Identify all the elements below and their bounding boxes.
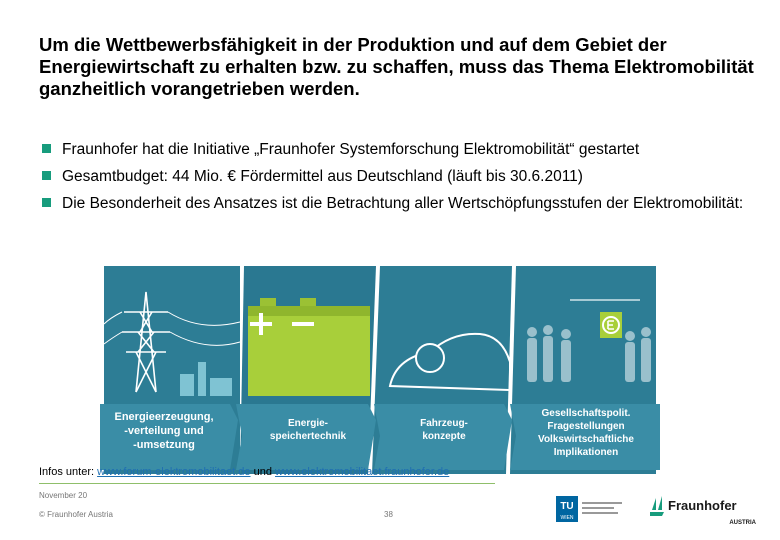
page-number: 38 [384,510,393,519]
info-middle: und [250,466,276,478]
stage-label-line: Volkswirtschaftliche [538,434,634,445]
stage-label-line: Energie- [287,418,329,429]
bullet-square-icon [42,198,51,207]
bullet-list [42,140,762,221]
bullet-item [42,167,762,186]
stage-label-line: konzepte [422,431,466,442]
bullet-square-icon [42,144,51,153]
value-chain-graphic [100,262,660,474]
fraunhofer-link[interactable]: www.elektromobilitaet.fraunhofer.de [275,466,450,478]
fraunhofer-logo [650,494,760,530]
footer-divider [39,483,495,484]
tu-wien-logo [556,494,636,524]
stage-label-line: -verteilung und [124,425,204,437]
stage-label-line: speichertechnik [269,431,347,442]
slide-title: Um die Wettbewerbsfähigkeit in der Produktion und auf dem Gebiet der Energiewirtschaft zu erhalten bzw. zu schaffen, muss das Thema Elektromobilität ganzheitlich vorangetrieben werden. [39,34,754,99]
stage-label-line: Fragestellungen [547,421,625,432]
stage-label-line: Fahrzeug- [420,418,468,429]
info-prefix: Infos unter: [39,466,98,478]
tu-logo-sub: WIEN [560,515,574,521]
bullet-text: Gesamtbudget: 44 Mio. € Fördermittel aus Deutschland (läuft bis 30.6.2011) [62,168,583,185]
bullet-text: Die Besonderheit des Ansatzes ist die Betrachtung aller Wertschöpfungsstufen der Elektromobilität: [62,195,744,212]
footer-date: November 20 [39,491,88,500]
footer-copyright: © Fraunhofer Austria [39,510,113,519]
stage-label-line: -umsetzung [133,439,195,451]
info-links [39,466,449,478]
forum-link[interactable]: www.forum-elektromobilitaet.de [97,466,251,478]
car-wheel-icon [416,344,444,372]
stage-label-line: Implikationen [553,447,619,458]
fraunhofer-logo-text: Fraunhofer [668,498,737,513]
stage-label-line: Gesellschaftspolit. [541,408,631,419]
fraunhofer-logo-sub: AUSTRIA [729,520,756,526]
tu-logo-text: TU [560,501,574,512]
bullet-text: Fraunhofer hat die Initiative „Fraunhofer Systemforschung Elektromobilität“ gestartet [62,141,640,158]
stage-label-line: Energieerzeugung, [114,411,214,423]
bullet-item [42,140,762,159]
bullet-item [42,194,762,213]
bullet-square-icon [42,171,51,180]
fraunhofer-mark-icon [650,496,664,516]
